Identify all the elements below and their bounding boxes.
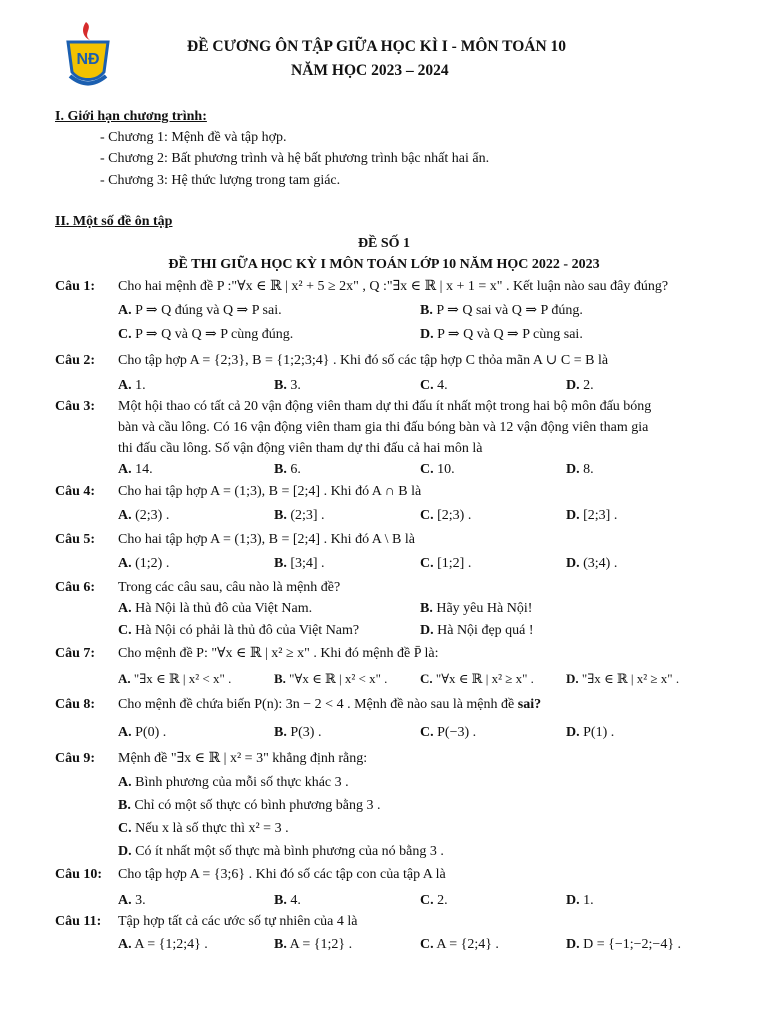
question-label: Câu 9: — [55, 751, 96, 766]
document-title: ĐỀ CƯƠNG ÔN TẬP GIỮA HỌC KÌ I - MÔN TOÁN 10 — [187, 38, 567, 55]
option-d: D. 2. — [566, 378, 594, 393]
question-label: Câu 2: — [55, 353, 96, 368]
question-text: Tập hợp tất cả các ước số tự nhiên của 4 là — [118, 914, 358, 929]
option-d: D. 8. — [566, 462, 594, 477]
section-1-heading: I. Giới hạn chương trình: — [55, 109, 207, 124]
exam-title: ĐỀ THI GIỮA HỌC KỲ I MÔN TOÁN LỚP 10 NĂM HỌC 2022 - 2023 — [168, 257, 600, 272]
option-a: A. (1;2) . — [118, 556, 170, 571]
question-label: Câu 8: — [55, 697, 96, 712]
option-a: A. A = {1;2;4} . — [118, 937, 208, 952]
option-c: C. Hà Nội có phải là thủ đô của Việt Nam? — [118, 623, 360, 638]
option-b: B. Hãy yêu Hà Nội! — [420, 601, 533, 616]
option-a: A. Bình phương của mỗi số thực khác 3 . — [118, 775, 349, 790]
question-label: Câu 3: — [55, 399, 96, 414]
option-c: C. A = {2;4} . — [420, 937, 499, 952]
question-text: Cho hai tập hợp A = (1;3), B = [2;4] . Khi đó A \ B là — [118, 532, 415, 547]
question-text: Một hội thao có tất cả 20 vận động viên tham dự thi đấu ít nhất một trong hai bộ môn đấu bóng — [118, 399, 652, 414]
option-a: A. "∃x ∈ ℝ | x² < x" . — [118, 671, 232, 686]
school-logo — [64, 20, 112, 92]
option-b: B. 6. — [274, 462, 301, 477]
question-text: Cho tập hợp A = {2;3}, B = {1;2;3;4} . Khi đó số các tập hợp C thỏa mãn A ∪ C = B là — [118, 353, 609, 368]
school-year: NĂM HỌC 2023 – 2024 — [291, 62, 449, 79]
question-text: Cho tập hợp A = {3;6} . Khi đó số các tập con của tập A là — [118, 867, 446, 882]
chapter-item: - Chương 1: Mệnh đề và tập hợp. — [100, 130, 287, 145]
option-d: D. (3;4) . — [566, 556, 618, 571]
option-c: C. 2. — [420, 893, 448, 908]
option-d: D. 1. — [566, 893, 594, 908]
logo-text: NĐ — [76, 51, 100, 68]
question-text: Cho mệnh đề chứa biến P(n): 3n − 2 < 4 . Mệnh đề nào sau là mệnh đề sai? — [118, 697, 542, 712]
option-d: D. P ⇒ Q và Q ⇒ P cùng sai. — [420, 327, 583, 342]
option-d: D. Hà Nội đẹp quá ! — [420, 623, 534, 638]
section-2-heading: II. Một số đề ôn tập — [55, 214, 173, 229]
option-b: B. "∀x ∈ ℝ | x² < x" . — [274, 671, 388, 686]
option-c: C. P(−3) . — [420, 725, 477, 740]
option-b: B. P ⇒ Q sai và Q ⇒ P đúng. — [420, 303, 583, 318]
option-c: C. 4. — [420, 378, 448, 393]
question-text: thi đấu cầu lông. Số vận động viên tham dự thi đấu cả hai môn là — [118, 441, 483, 456]
option-c: C. "∀x ∈ ℝ | x² ≥ x" . — [420, 671, 534, 686]
option-a: A. P(0) . — [118, 725, 167, 740]
question-label: Câu 10: — [55, 867, 103, 882]
option-b: B. 3. — [274, 378, 301, 393]
question-label: Câu 5: — [55, 532, 96, 547]
option-b: B. [3;4] . — [274, 556, 325, 571]
exam-number: ĐỀ SỐ 1 — [357, 236, 411, 251]
option-a: A. 3. — [118, 893, 146, 908]
option-a: A. Hà Nội là thủ đô của Việt Nam. — [118, 601, 313, 616]
question-label: Câu 11: — [55, 914, 102, 929]
question-text: Cho hai tập hợp A = (1;3), B = [2;4] . Khi đó A ∩ B là — [118, 484, 422, 499]
emphasis-sai: sai? — [517, 697, 542, 712]
question-text: Mệnh đề "∃x ∈ ℝ | x² = 3" khẳng định rằng: — [118, 751, 368, 766]
option-c: C. [1;2] . — [420, 556, 472, 571]
question-label: Câu 4: — [55, 484, 96, 499]
question-text: Trong các câu sau, câu nào là mệnh đề? — [118, 580, 341, 595]
option-d: D. "∃x ∈ ℝ | x² ≥ x" . — [566, 671, 680, 686]
question-text: bàn và cầu lông. Có 16 vận động viên tham gia thi đấu bóng bàn và 12 vận động viên tham gia — [118, 420, 649, 435]
question-label: Câu 6: — [55, 580, 96, 595]
question-text: Cho mệnh đề P: "∀x ∈ ℝ | x² ≥ x" . Khi đó mệnh đề P̄ là: — [118, 646, 439, 661]
option-d: D. [2;3] . — [566, 508, 618, 523]
option-d: D. D = {−1;−2;−4} . — [566, 937, 682, 952]
option-a: A. P ⇒ Q đúng và Q ⇒ P sai. — [118, 303, 282, 318]
option-a: A. 14. — [118, 462, 153, 477]
chapter-item: - Chương 3: Hệ thức lượng trong tam giác. — [100, 173, 341, 188]
question-text: Cho hai mệnh đề P :"∀x ∈ ℝ | x² + 5 ≥ 2x" , Q :"∃x ∈ ℝ | x + 1 = x" . Kết luận nào sau đây đúng? — [118, 279, 669, 294]
option-b: B. P(3) . — [274, 725, 322, 740]
option-b: B. (2;3] . — [274, 508, 325, 523]
option-b: B. Chỉ có một số thực có bình phương bằng 3 . — [118, 798, 381, 813]
option-c: C. Nếu x là số thực thì x² = 3 . — [118, 821, 289, 836]
option-a: A. 1. — [118, 378, 146, 393]
option-b: B. 4. — [274, 893, 301, 908]
option-c: C. [2;3) . — [420, 508, 472, 523]
option-d: D. Có ít nhất một số thực mà bình phương của nó bằng 3 . — [118, 844, 444, 859]
option-a: A. (2;3) . — [118, 508, 170, 523]
option-d: D. P(1) . — [566, 725, 615, 740]
chapter-item: - Chương 2: Bất phương trình và hệ bất phương trình bậc nhất hai ẩn. — [100, 151, 490, 166]
question-label: Câu 1: — [55, 279, 96, 294]
question-label: Câu 7: — [55, 646, 96, 661]
option-c: C. 10. — [420, 462, 455, 477]
option-c: C. P ⇒ Q và Q ⇒ P cùng đúng. — [118, 327, 294, 342]
option-b: B. A = {1;2} . — [274, 937, 353, 952]
